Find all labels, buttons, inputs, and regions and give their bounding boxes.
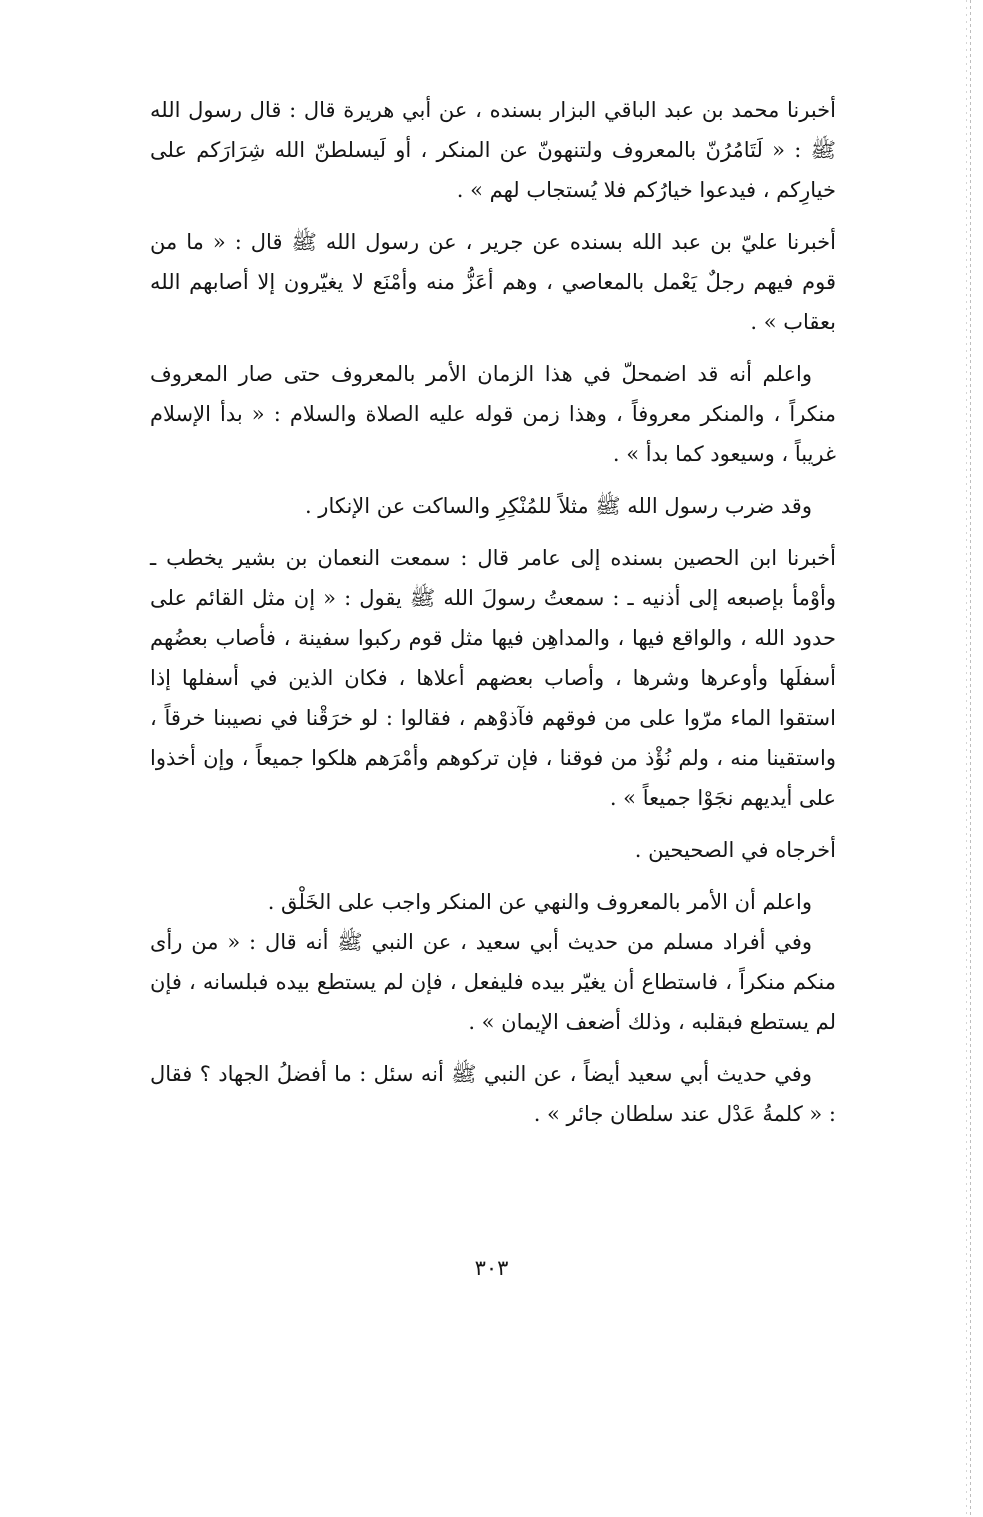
- page-edge-line-inner: [966, 0, 967, 1517]
- body-text: [150, 90, 836, 1146]
- paragraph-8: وفي أفراد مسلم من حديث أبي سعيد ، عن النبي ﷺ أنه قال : « من رأى منكم منكراً ، فاستطاع أن يغيّر بيده فليفعل ، فإن لم يستطع بيده فبلسانه ، فإن لم يستطع فبقلبه ، وذلك أضعف الإيمان » .: [150, 930, 836, 1034]
- paragraph-7: واعلم أن الأمر بالمعروف والنهي عن المنكر واجب على الخَلْق .: [267, 890, 812, 914]
- paragraph-2: أخبرنا عليّ بن عبد الله بسنده عن جرير ، عن رسول الله ﷺ قال : « ما من قوم فيهم رجلٌ يَعْمل بالمعاصي ، وهم أعَزُّ منه وأمْنَع لا يغيّرون إلا أصابهم الله بعقاب » .: [150, 230, 836, 334]
- paragraph-6: أخرجاه في الصحيحين .: [634, 838, 836, 862]
- paragraph-5: أخبرنا ابن الحصين بسنده إلى عامر قال : سمعت النعمان بن بشير يخطب ـ وأوْمأ بإصبعه إلى أذنيه ـ : سمعتُ رسولَ الله ﷺ يقول : « إن مثل القائم على حدود الله ، والواقع فيها ، والمداهِن فيها مثل قوم ركبوا سفينة ، فأصاب بعضُهم أسفلَها وأوعرها وشرها ، وأصاب بعضهم أعلاها ، فكان الذين في أسفلها إذا استقوا الماء مرّوا على من فوقهم فآذوْهم ، فقالوا : لو خرَقْنا في نصيبنا خرقاً ، واستقينا منه ، ولم نُؤْذ من فوقنا ، فإن تركوهم وأمْرَهم هلكوا جميعاً ، وإن أخذوا على أيديهم نجَوْا جميعاً » .: [150, 546, 837, 810]
- page-number: ٣٠٣: [474, 1256, 509, 1280]
- paragraph-3: واعلم أنه قد اضمحلّ في هذا الزمان الأمر بالمعروف حتى صار المعروف منكراً ، والمنكر معروفاً ، وهذا زمن قوله عليه الصلاة والسلام : « بدأ الإسلام غريباً ، وسيعود كما بدأ » .: [150, 362, 836, 466]
- paragraph-9: وفي حديث أبي سعيد أيضاً ، عن النبي ﷺ أنه سئل : ما أفضلُ الجهاد ؟ فقال : « كلمةُ عَدْل عند سلطان جائر » .: [150, 1062, 836, 1126]
- paragraph-1: أخبرنا محمد بن عبد الباقي البزار بسنده ، عن أبي هريرة قال : قال رسول الله ﷺ : « لَتَامُرُنّ بالمعروف ولتنهونّ عن المنكر ، أو لَيسلطنّ الله شِرَارَكم على خيارِكم ، فيدعوا خيارُكم فلا يُستجاب لهم » .: [150, 98, 836, 202]
- paragraph-4: وقد ضرب رسول الله ﷺ مثلاً للمُنْكِرِ والساكت عن الإنكار .: [304, 494, 812, 518]
- page-edge-line: [970, 0, 971, 1517]
